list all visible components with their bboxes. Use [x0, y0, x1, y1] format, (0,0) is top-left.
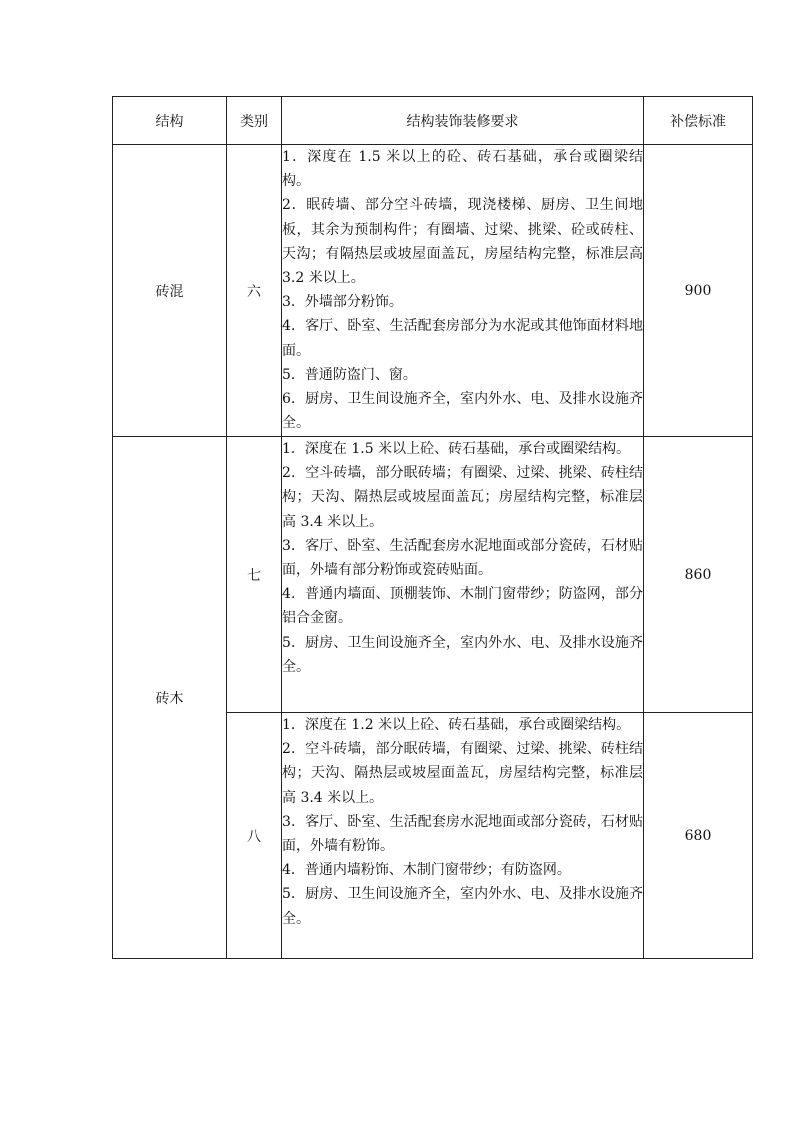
requirement-item: 4．普通内墙粉饰、木制门窗带纱；有防盗网。: [282, 862, 571, 879]
compensation-cell: 900: [644, 145, 753, 437]
requirements-cell: [282, 437, 644, 713]
requirements-cell: [282, 145, 644, 437]
requirement-item: 1．深度在 1.2 米以上砼、砖石基础，承台或圈梁结构。: [282, 717, 631, 733]
category-cell: 八: [227, 713, 282, 959]
header-compensation: 补偿标准: [644, 97, 753, 145]
table-row: [113, 145, 753, 437]
requirement-item: 6．厨房、卫生间设施齐全，室内外水、电、及排水设施齐全。: [282, 391, 643, 432]
requirement-item: 2．空斗砖墙，部分眠砖墙；有圈梁、过梁、挑梁、砖柱结构；天沟、隔热层或坡屋面盖瓦；房屋结构完整，标准层高 3.4 米以上。: [282, 465, 643, 530]
requirement-item: 5．普通防盗门、窗。: [282, 366, 417, 383]
structure-cell: 砖木: [113, 437, 227, 959]
requirement-item: 4．客厅、卧室、生活配套房部分为水泥或其他饰面材料地面。: [282, 318, 643, 359]
requirement-item: 1．深度在 1.5 米以上砼、砖石基础，承台或圈梁结构。: [282, 441, 631, 457]
compensation-standard-table: [112, 96, 753, 959]
requirement-item: 3．客厅、卧室、生活配套房水泥地面或部分瓷砖，石材贴面，外墙有部分粉饰或瓷砖贴面。: [282, 537, 643, 579]
requirement-item: 5．厨房、卫生间设施齐全，室内外水、电、及排水设施齐全。: [282, 886, 643, 927]
requirement-item: 2．眠砖墙、部分空斗砖墙，现浇楼梯、厨房、卫生间地板，其余为预制构件；有圈墙、过梁、挑梁、砼或砖柱、天沟；有隔热层或坡屋面盖瓦，房屋结构完整，标准层高 3.2 米以上。: [282, 197, 643, 287]
header-structure: 结构: [113, 97, 227, 145]
compensation-cell: 680: [644, 713, 753, 959]
header-category: 类别: [227, 97, 282, 145]
requirement-item: 5．厨房、卫生间设施齐全，室内外水、电、及排水设施齐全。: [282, 634, 643, 675]
header-requirements: 结构装饰装修要求: [282, 97, 644, 145]
requirement-item: 2．空斗砖墙，部分眠砖墙，有圈梁、过梁、挑梁、砖柱结构；天沟、隔热层或坡屋面盖瓦，房屋结构完整，标准层高 3.4 米以上。: [282, 741, 643, 806]
compensation-cell: 860: [644, 437, 753, 713]
category-cell: 六: [227, 145, 282, 437]
table-row: [113, 437, 753, 713]
requirement-item: 3．客厅、卧室、生活配套房水泥地面或部分瓷砖，石材贴面，外墙有粉饰。: [282, 813, 643, 855]
requirement-item: 3．外墙部分粉饰。: [282, 294, 403, 311]
requirements-cell: [282, 713, 644, 959]
requirement-item: 4．普通内墙面、顶棚装饰、木制门窗带纱；防盗网，部分铝合金窗。: [282, 586, 643, 627]
requirement-item: 1．深度在 1.5 米以上的砼、砖石基础，承台或圈梁结构。: [282, 149, 643, 190]
category-cell: 七: [227, 437, 282, 713]
structure-cell: 砖混: [113, 145, 227, 437]
table-header-row: [113, 97, 753, 145]
